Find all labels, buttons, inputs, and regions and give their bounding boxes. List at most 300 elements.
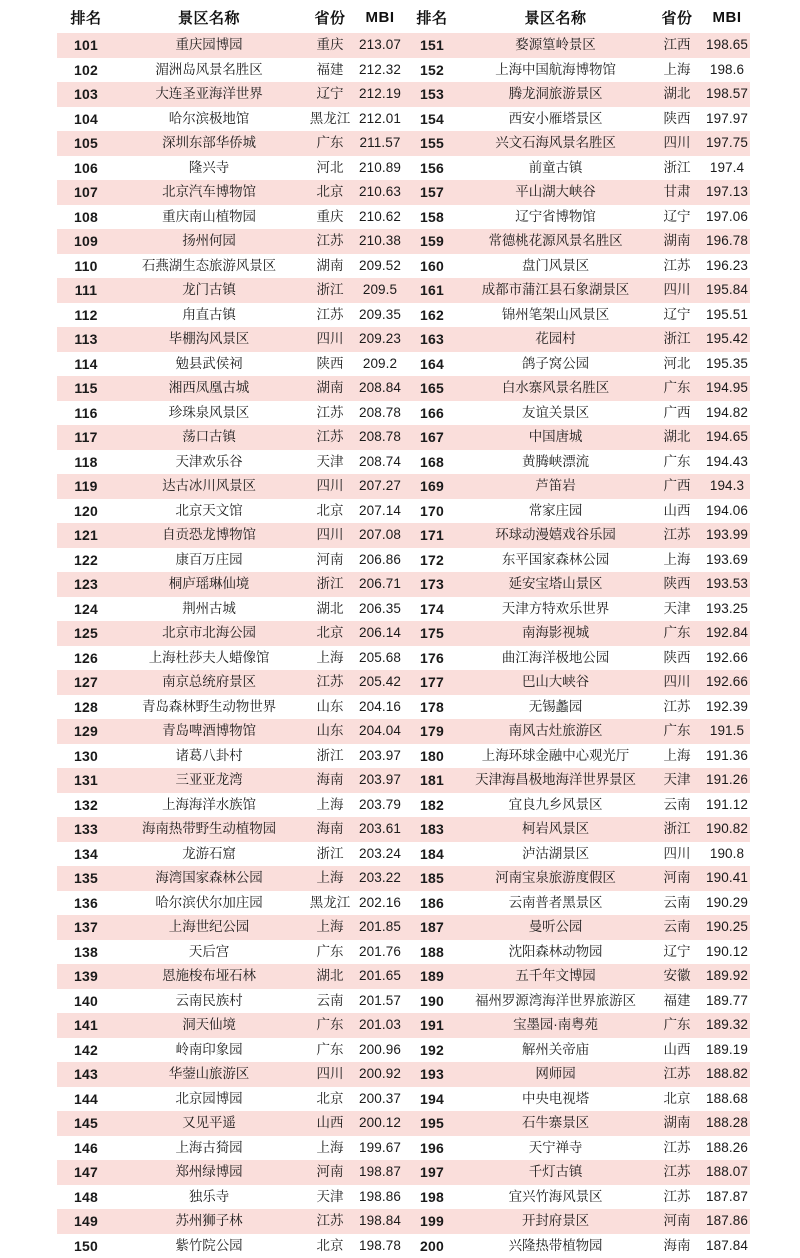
cell-name: 上海杜莎夫人蜡像馆 bbox=[115, 646, 303, 671]
cell-rank: 181 bbox=[403, 768, 461, 793]
cell-province: 北京 bbox=[303, 621, 357, 646]
table-row bbox=[403, 278, 750, 303]
cell-name: 恩施梭布垭石林 bbox=[115, 964, 303, 989]
cell-province: 浙江 bbox=[303, 572, 357, 597]
cell-rank: 192 bbox=[403, 1038, 461, 1063]
table-row bbox=[57, 866, 403, 891]
cell-rank: 111 bbox=[57, 278, 115, 303]
column-header-province: 省份 bbox=[650, 2, 704, 33]
cell-province: 湖北 bbox=[650, 425, 704, 450]
cell-province: 四川 bbox=[650, 842, 704, 867]
ranking-table-left-half bbox=[57, 2, 403, 1258]
cell-province: 重庆 bbox=[303, 33, 357, 58]
table-row bbox=[403, 33, 750, 58]
cell-name: 荡口古镇 bbox=[115, 425, 303, 450]
cell-province: 广东 bbox=[303, 1038, 357, 1063]
cell-rank: 174 bbox=[403, 597, 461, 622]
table-row bbox=[403, 1013, 750, 1038]
cell-name: 东平国家森林公园 bbox=[461, 548, 650, 573]
cell-rank: 135 bbox=[57, 866, 115, 891]
cell-rank: 139 bbox=[57, 964, 115, 989]
cell-rank: 182 bbox=[403, 793, 461, 818]
table-row bbox=[403, 1209, 750, 1234]
cell-province: 云南 bbox=[303, 989, 357, 1014]
column-header-name: 景区名称 bbox=[115, 2, 303, 33]
cell-mbi: 209.2 bbox=[357, 352, 403, 377]
table-row bbox=[403, 940, 750, 965]
cell-name: 花园村 bbox=[461, 327, 650, 352]
cell-mbi: 195.35 bbox=[704, 352, 750, 377]
table-row bbox=[403, 131, 750, 156]
table-row bbox=[57, 82, 403, 107]
cell-mbi: 195.51 bbox=[704, 303, 750, 328]
table-row bbox=[403, 1160, 750, 1185]
cell-name: 岭南印象园 bbox=[115, 1038, 303, 1063]
cell-rank: 199 bbox=[403, 1209, 461, 1234]
cell-name: 重庆园博园 bbox=[115, 33, 303, 58]
cell-province: 广东 bbox=[650, 450, 704, 475]
cell-name: 常德桃花源风景名胜区 bbox=[461, 229, 650, 254]
cell-name: 鸽子窝公园 bbox=[461, 352, 650, 377]
table-row bbox=[403, 254, 750, 279]
cell-mbi: 205.42 bbox=[357, 670, 403, 695]
cell-province: 陕西 bbox=[650, 572, 704, 597]
cell-name: 郑州绿博园 bbox=[115, 1160, 303, 1185]
cell-province: 天津 bbox=[303, 1185, 357, 1210]
cell-name: 开封府景区 bbox=[461, 1209, 650, 1234]
table-row bbox=[57, 1111, 403, 1136]
cell-rank: 127 bbox=[57, 670, 115, 695]
cell-name: 海南热带野生动植物园 bbox=[115, 817, 303, 842]
cell-province: 江西 bbox=[650, 33, 704, 58]
cell-name: 网师园 bbox=[461, 1062, 650, 1087]
cell-province: 广东 bbox=[650, 1013, 704, 1038]
cell-mbi: 207.08 bbox=[357, 523, 403, 548]
cell-mbi: 203.97 bbox=[357, 744, 403, 769]
cell-mbi: 198.87 bbox=[357, 1160, 403, 1185]
table-row bbox=[403, 327, 750, 352]
cell-rank: 179 bbox=[403, 719, 461, 744]
cell-mbi: 203.97 bbox=[357, 768, 403, 793]
cell-province: 浙江 bbox=[650, 817, 704, 842]
cell-mbi: 192.66 bbox=[704, 646, 750, 671]
cell-rank: 141 bbox=[57, 1013, 115, 1038]
cell-province: 江苏 bbox=[303, 303, 357, 328]
cell-province: 四川 bbox=[303, 523, 357, 548]
column-header-name: 景区名称 bbox=[461, 2, 650, 33]
cell-rank: 178 bbox=[403, 695, 461, 720]
cell-province: 广东 bbox=[303, 1013, 357, 1038]
cell-province: 天津 bbox=[650, 597, 704, 622]
cell-name: 锦州笔架山风景区 bbox=[461, 303, 650, 328]
cell-province: 江苏 bbox=[650, 1062, 704, 1087]
table-row bbox=[57, 548, 403, 573]
cell-name: 石牛寨景区 bbox=[461, 1111, 650, 1136]
cell-rank: 104 bbox=[57, 107, 115, 132]
cell-name: 五千年文博园 bbox=[461, 964, 650, 989]
cell-mbi: 201.03 bbox=[357, 1013, 403, 1038]
cell-province: 湖南 bbox=[650, 1111, 704, 1136]
column-header-rank: 排名 bbox=[57, 2, 115, 33]
cell-province: 四川 bbox=[650, 278, 704, 303]
cell-mbi: 210.62 bbox=[357, 205, 403, 230]
cell-mbi: 190.25 bbox=[704, 915, 750, 940]
table-row bbox=[57, 1062, 403, 1087]
cell-mbi: 191.26 bbox=[704, 768, 750, 793]
cell-name: 石燕湖生态旅游风景区 bbox=[115, 254, 303, 279]
cell-name: 芦笛岩 bbox=[461, 474, 650, 499]
cell-province: 云南 bbox=[650, 891, 704, 916]
cell-province: 天津 bbox=[650, 768, 704, 793]
cell-province: 上海 bbox=[303, 646, 357, 671]
cell-rank: 153 bbox=[403, 82, 461, 107]
cell-rank: 177 bbox=[403, 670, 461, 695]
cell-name: 平山湖大峡谷 bbox=[461, 180, 650, 205]
cell-name: 独乐寺 bbox=[115, 1185, 303, 1210]
table-row bbox=[57, 450, 403, 475]
table-row bbox=[403, 744, 750, 769]
cell-name: 上海中国航海博物馆 bbox=[461, 58, 650, 83]
cell-mbi: 189.19 bbox=[704, 1038, 750, 1063]
table-row bbox=[403, 1062, 750, 1087]
table-row bbox=[57, 1087, 403, 1112]
cell-rank: 157 bbox=[403, 180, 461, 205]
cell-rank: 107 bbox=[57, 180, 115, 205]
table-row bbox=[57, 646, 403, 671]
cell-mbi: 198.65 bbox=[704, 33, 750, 58]
table-row bbox=[57, 695, 403, 720]
cell-rank: 140 bbox=[57, 989, 115, 1014]
table-row bbox=[403, 1038, 750, 1063]
table-row bbox=[57, 964, 403, 989]
cell-province: 浙江 bbox=[650, 327, 704, 352]
cell-mbi: 197.13 bbox=[704, 180, 750, 205]
cell-name: 哈尔滨极地馆 bbox=[115, 107, 303, 132]
cell-name: 勉县武侯祠 bbox=[115, 352, 303, 377]
table-row bbox=[403, 670, 750, 695]
table-row bbox=[57, 719, 403, 744]
cell-mbi: 212.01 bbox=[357, 107, 403, 132]
cell-mbi: 194.06 bbox=[704, 499, 750, 524]
cell-mbi: 203.24 bbox=[357, 842, 403, 867]
table-row bbox=[57, 474, 403, 499]
table-row bbox=[403, 1087, 750, 1112]
cell-mbi: 210.63 bbox=[357, 180, 403, 205]
ranking-table-right-half bbox=[403, 2, 750, 1258]
cell-rank: 123 bbox=[57, 572, 115, 597]
cell-province: 北京 bbox=[650, 1087, 704, 1112]
table-row bbox=[403, 646, 750, 671]
cell-rank: 190 bbox=[403, 989, 461, 1014]
cell-rank: 158 bbox=[403, 205, 461, 230]
cell-mbi: 210.38 bbox=[357, 229, 403, 254]
cell-mbi: 196.23 bbox=[704, 254, 750, 279]
cell-province: 江苏 bbox=[303, 229, 357, 254]
cell-name: 湘西凤凰古城 bbox=[115, 376, 303, 401]
table-row bbox=[403, 817, 750, 842]
cell-province: 江苏 bbox=[303, 1209, 357, 1234]
table-row bbox=[403, 156, 750, 181]
cell-rank: 126 bbox=[57, 646, 115, 671]
cell-mbi: 199.67 bbox=[357, 1136, 403, 1161]
cell-rank: 146 bbox=[57, 1136, 115, 1161]
cell-province: 北京 bbox=[303, 499, 357, 524]
cell-rank: 143 bbox=[57, 1062, 115, 1087]
cell-mbi: 189.32 bbox=[704, 1013, 750, 1038]
cell-mbi: 191.12 bbox=[704, 793, 750, 818]
cell-rank: 103 bbox=[57, 82, 115, 107]
column-header-rank: 排名 bbox=[403, 2, 461, 33]
cell-name: 珍珠泉风景区 bbox=[115, 401, 303, 426]
cell-rank: 110 bbox=[57, 254, 115, 279]
cell-rank: 198 bbox=[403, 1185, 461, 1210]
cell-rank: 118 bbox=[57, 450, 115, 475]
cell-name: 达古冰川风景区 bbox=[115, 474, 303, 499]
cell-mbi: 193.53 bbox=[704, 572, 750, 597]
cell-province: 广东 bbox=[303, 940, 357, 965]
cell-province: 黑龙江 bbox=[303, 891, 357, 916]
cell-rank: 124 bbox=[57, 597, 115, 622]
cell-rank: 149 bbox=[57, 1209, 115, 1234]
cell-name: 宜良九乡风景区 bbox=[461, 793, 650, 818]
cell-name: 云南民族村 bbox=[115, 989, 303, 1014]
cell-province: 四川 bbox=[303, 1062, 357, 1087]
cell-province: 广东 bbox=[303, 131, 357, 156]
cell-province: 江苏 bbox=[650, 1160, 704, 1185]
table-row bbox=[403, 107, 750, 132]
ranking-table-left bbox=[57, 2, 403, 1258]
cell-name: 无锡蠡园 bbox=[461, 695, 650, 720]
table-row bbox=[57, 744, 403, 769]
cell-province: 海南 bbox=[303, 817, 357, 842]
cell-name: 云南普者黑景区 bbox=[461, 891, 650, 916]
table-row bbox=[403, 866, 750, 891]
cell-mbi: 200.96 bbox=[357, 1038, 403, 1063]
cell-province: 江苏 bbox=[650, 1185, 704, 1210]
cell-mbi: 208.78 bbox=[357, 425, 403, 450]
cell-name: 环球动漫嬉戏谷乐园 bbox=[461, 523, 650, 548]
cell-rank: 172 bbox=[403, 548, 461, 573]
cell-rank: 164 bbox=[403, 352, 461, 377]
table-row bbox=[403, 523, 750, 548]
cell-mbi: 197.75 bbox=[704, 131, 750, 156]
table-row bbox=[403, 1185, 750, 1210]
cell-rank: 117 bbox=[57, 425, 115, 450]
cell-rank: 191 bbox=[403, 1013, 461, 1038]
cell-mbi: 211.57 bbox=[357, 131, 403, 156]
cell-province: 浙江 bbox=[650, 156, 704, 181]
cell-mbi: 198.84 bbox=[357, 1209, 403, 1234]
cell-province: 江苏 bbox=[303, 401, 357, 426]
cell-mbi: 194.82 bbox=[704, 401, 750, 426]
table-row bbox=[57, 33, 403, 58]
cell-rank: 136 bbox=[57, 891, 115, 916]
cell-name: 诸葛八卦村 bbox=[115, 744, 303, 769]
cell-name: 青岛啤酒博物馆 bbox=[115, 719, 303, 744]
table-row bbox=[57, 254, 403, 279]
cell-rank: 105 bbox=[57, 131, 115, 156]
cell-name: 辽宁省博物馆 bbox=[461, 205, 650, 230]
cell-province: 上海 bbox=[650, 548, 704, 573]
table-row bbox=[57, 1209, 403, 1234]
cell-rank: 147 bbox=[57, 1160, 115, 1185]
cell-rank: 189 bbox=[403, 964, 461, 989]
cell-name: 腾龙洞旅游景区 bbox=[461, 82, 650, 107]
cell-rank: 161 bbox=[403, 278, 461, 303]
cell-mbi: 190.12 bbox=[704, 940, 750, 965]
cell-province: 广东 bbox=[650, 719, 704, 744]
cell-rank: 197 bbox=[403, 1160, 461, 1185]
cell-province: 河北 bbox=[650, 352, 704, 377]
table-row bbox=[57, 597, 403, 622]
cell-mbi: 203.61 bbox=[357, 817, 403, 842]
cell-name: 上海海洋水族馆 bbox=[115, 793, 303, 818]
table-row bbox=[403, 719, 750, 744]
cell-name: 南京总统府景区 bbox=[115, 670, 303, 695]
cell-province: 福建 bbox=[303, 58, 357, 83]
cell-province: 河南 bbox=[650, 866, 704, 891]
cell-name: 深圳东部华侨城 bbox=[115, 131, 303, 156]
cell-mbi: 206.35 bbox=[357, 597, 403, 622]
cell-mbi: 212.19 bbox=[357, 82, 403, 107]
cell-mbi: 205.68 bbox=[357, 646, 403, 671]
table-row bbox=[57, 891, 403, 916]
cell-province: 黑龙江 bbox=[303, 107, 357, 132]
cell-name: 自贡恐龙博物馆 bbox=[115, 523, 303, 548]
table-row bbox=[57, 303, 403, 328]
cell-province: 上海 bbox=[303, 793, 357, 818]
cell-rank: 185 bbox=[403, 866, 461, 891]
table-row bbox=[57, 327, 403, 352]
cell-name: 上海古猗园 bbox=[115, 1136, 303, 1161]
cell-province: 江苏 bbox=[650, 254, 704, 279]
table-row bbox=[403, 572, 750, 597]
cell-name: 黄腾峡漂流 bbox=[461, 450, 650, 475]
table-row bbox=[57, 1136, 403, 1161]
cell-mbi: 209.35 bbox=[357, 303, 403, 328]
cell-province: 山西 bbox=[650, 499, 704, 524]
cell-name: 兴文石海风景名胜区 bbox=[461, 131, 650, 156]
cell-name: 南风古灶旅游区 bbox=[461, 719, 650, 744]
cell-province: 海南 bbox=[303, 768, 357, 793]
cell-name: 延安宝塔山景区 bbox=[461, 572, 650, 597]
cell-name: 甪直古镇 bbox=[115, 303, 303, 328]
table-header-right bbox=[403, 2, 750, 33]
cell-name: 洞天仙境 bbox=[115, 1013, 303, 1038]
table-row bbox=[403, 450, 750, 475]
cell-rank: 196 bbox=[403, 1136, 461, 1161]
cell-rank: 194 bbox=[403, 1087, 461, 1112]
cell-rank: 142 bbox=[57, 1038, 115, 1063]
cell-province: 辽宁 bbox=[650, 205, 704, 230]
table-row bbox=[403, 793, 750, 818]
cell-name: 盘门风景区 bbox=[461, 254, 650, 279]
cell-name: 上海世纪公园 bbox=[115, 915, 303, 940]
table-row bbox=[57, 352, 403, 377]
cell-rank: 173 bbox=[403, 572, 461, 597]
cell-rank: 167 bbox=[403, 425, 461, 450]
cell-rank: 175 bbox=[403, 621, 461, 646]
cell-name: 天津方特欢乐世界 bbox=[461, 597, 650, 622]
cell-rank: 155 bbox=[403, 131, 461, 156]
table-row bbox=[403, 964, 750, 989]
cell-rank: 154 bbox=[403, 107, 461, 132]
cell-rank: 109 bbox=[57, 229, 115, 254]
table-row bbox=[403, 891, 750, 916]
cell-rank: 134 bbox=[57, 842, 115, 867]
cell-province: 四川 bbox=[303, 474, 357, 499]
cell-province: 河南 bbox=[303, 548, 357, 573]
cell-rank: 163 bbox=[403, 327, 461, 352]
cell-name: 常家庄园 bbox=[461, 499, 650, 524]
cell-mbi: 206.14 bbox=[357, 621, 403, 646]
cell-name: 白水寨风景名胜区 bbox=[461, 376, 650, 401]
cell-name: 北京天文馆 bbox=[115, 499, 303, 524]
cell-name: 沈阳森林动物园 bbox=[461, 940, 650, 965]
cell-province: 江苏 bbox=[303, 425, 357, 450]
cell-province: 北京 bbox=[303, 1087, 357, 1112]
cell-province: 甘肃 bbox=[650, 180, 704, 205]
cell-rank: 137 bbox=[57, 915, 115, 940]
cell-rank: 138 bbox=[57, 940, 115, 965]
cell-mbi: 197.06 bbox=[704, 205, 750, 230]
cell-rank: 187 bbox=[403, 915, 461, 940]
cell-mbi: 201.76 bbox=[357, 940, 403, 965]
cell-province: 浙江 bbox=[303, 744, 357, 769]
cell-rank: 115 bbox=[57, 376, 115, 401]
cell-rank: 151 bbox=[403, 33, 461, 58]
cell-rank: 183 bbox=[403, 817, 461, 842]
cell-rank: 176 bbox=[403, 646, 461, 671]
cell-rank: 152 bbox=[403, 58, 461, 83]
table-row bbox=[403, 1111, 750, 1136]
cell-province: 上海 bbox=[650, 58, 704, 83]
cell-rank: 171 bbox=[403, 523, 461, 548]
table-row bbox=[57, 989, 403, 1014]
cell-name: 龙门古镇 bbox=[115, 278, 303, 303]
cell-province: 山东 bbox=[303, 719, 357, 744]
cell-mbi: 190.41 bbox=[704, 866, 750, 891]
cell-name: 青岛森林野生动物世界 bbox=[115, 695, 303, 720]
table-row bbox=[403, 425, 750, 450]
cell-rank: 184 bbox=[403, 842, 461, 867]
cell-province: 广西 bbox=[650, 401, 704, 426]
cell-province: 四川 bbox=[650, 670, 704, 695]
cell-name: 解州关帝庙 bbox=[461, 1038, 650, 1063]
cell-mbi: 200.92 bbox=[357, 1062, 403, 1087]
cell-rank: 156 bbox=[403, 156, 461, 181]
cell-mbi: 190.8 bbox=[704, 842, 750, 867]
cell-province: 广东 bbox=[650, 376, 704, 401]
cell-mbi: 206.71 bbox=[357, 572, 403, 597]
cell-province: 安徽 bbox=[650, 964, 704, 989]
cell-province: 陕西 bbox=[650, 107, 704, 132]
cell-name: 西安小雁塔景区 bbox=[461, 107, 650, 132]
cell-mbi: 188.82 bbox=[704, 1062, 750, 1087]
cell-mbi: 207.27 bbox=[357, 474, 403, 499]
cell-province: 江苏 bbox=[303, 670, 357, 695]
table-row bbox=[57, 915, 403, 940]
table-row bbox=[403, 548, 750, 573]
cell-mbi: 209.52 bbox=[357, 254, 403, 279]
cell-mbi: 208.78 bbox=[357, 401, 403, 426]
table-row bbox=[403, 82, 750, 107]
cell-rank: 200 bbox=[403, 1234, 461, 1258]
cell-name: 重庆南山植物园 bbox=[115, 205, 303, 230]
cell-rank: 180 bbox=[403, 744, 461, 769]
cell-rank: 193 bbox=[403, 1062, 461, 1087]
table-row bbox=[57, 670, 403, 695]
